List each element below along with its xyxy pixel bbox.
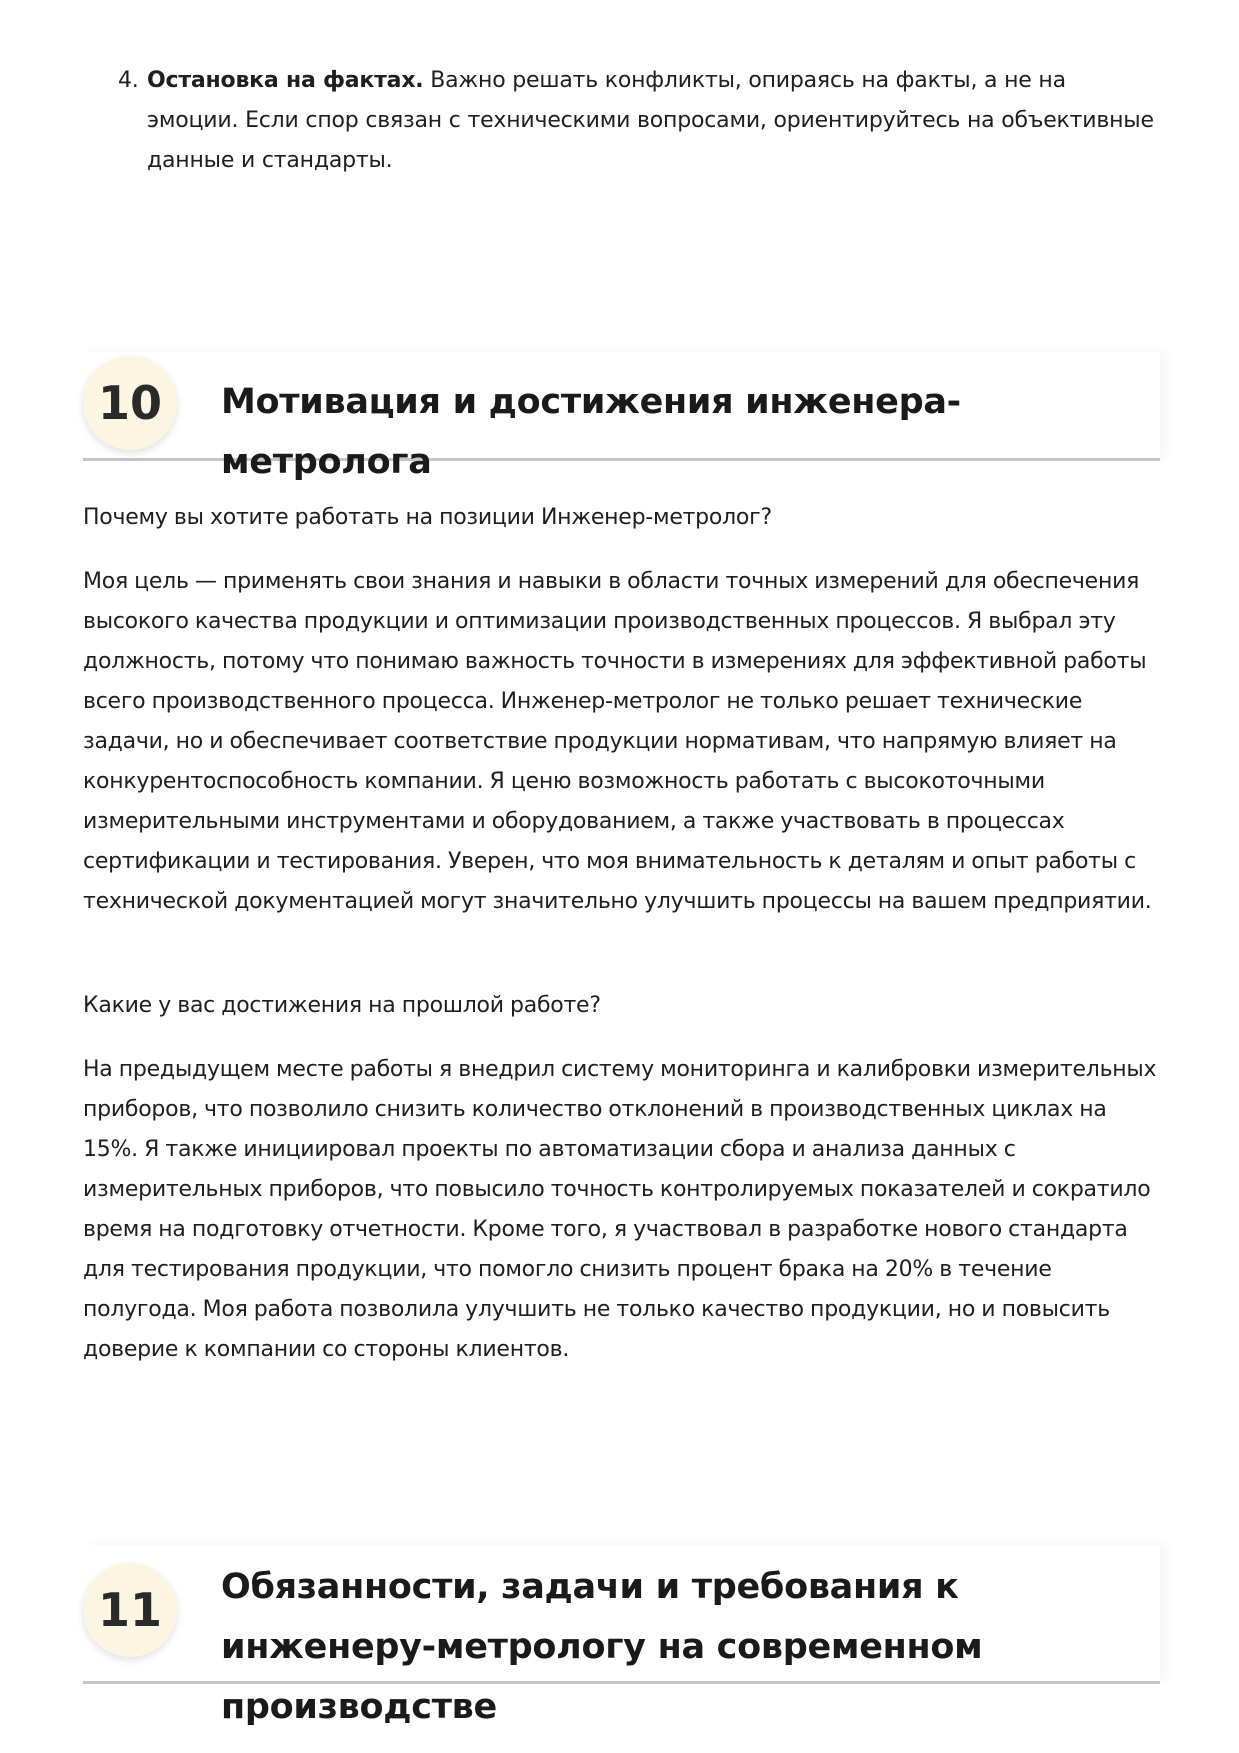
list-item-text: Важно решать конфликты, опираясь на факты, а не на эмоции. Если спор связан с техническими вопросами, ориентируйтесь на объективные данные и стандарты.: [147, 68, 1154, 173]
list-item-number: 4.: [118, 68, 139, 93]
list-item-body: [147, 61, 1158, 181]
section-header-10: [83, 352, 1160, 482]
section-title: Мотивация и достижения инженера-метролога: [221, 382, 961, 482]
question-paragraph: Какие у вас достижения на прошлой работе?: [83, 993, 601, 1018]
answer-paragraph: На предыдущем месте работы я внедрил систему мониторинга и калибровки измерительных приборов, что позволило снизить количество отклонений в производственных циклах на 15%. Я также инициировал проекты по автоматизации сбора и анализа данных с измерительных приборов, что повысило точность контролируемых показателей и сократило время на подготовку отчетности. Кроме того, я участвовал в разработке нового стандарта для тестирования продукции, что помогло снизить процент брака на 20% в течение полугода. Моя работа позволила улучшить не только качество продукции, но и повысить доверие к компании со стороны клиентов.: [83, 1057, 1157, 1362]
question-paragraph: Почему вы хотите работать на позиции Инженер-метролог?: [83, 505, 772, 530]
list-item-bold-lead: Остановка на фактах.: [147, 68, 424, 93]
list-item-4: [118, 61, 1158, 181]
section-number-badge: 10: [83, 356, 177, 450]
section-number-badge: 11: [83, 1563, 177, 1657]
section-title: Обязанности, задачи и требования к инженеру-метрологу на современном производстве: [221, 1567, 983, 1727]
answer-paragraph: Моя цель — применять свои знания и навыки в области точных измерений для обеспечения высокого качества продукции и оптимизации производственных процессов. Я выбрал эту должность, потому что понимаю важность точности в измерениях для эффективной работы всего производственного процесса. Инженер-метролог не только решает технические задачи, но и обеспечивает соответствие продукции нормативам, что напрямую влияет на конкурентоспособность компании. Я ценю возможность работать с высокоточными измерительными инструментами и оборудованием, а также участвовать в процессах сертификации и тестирования. Уверен, что моя внимательность к деталям и опыт работы с технической документацией могут значительно улучшить процессы на вашем предприятии.: [83, 569, 1152, 914]
section-header-11: [83, 1545, 1160, 1727]
